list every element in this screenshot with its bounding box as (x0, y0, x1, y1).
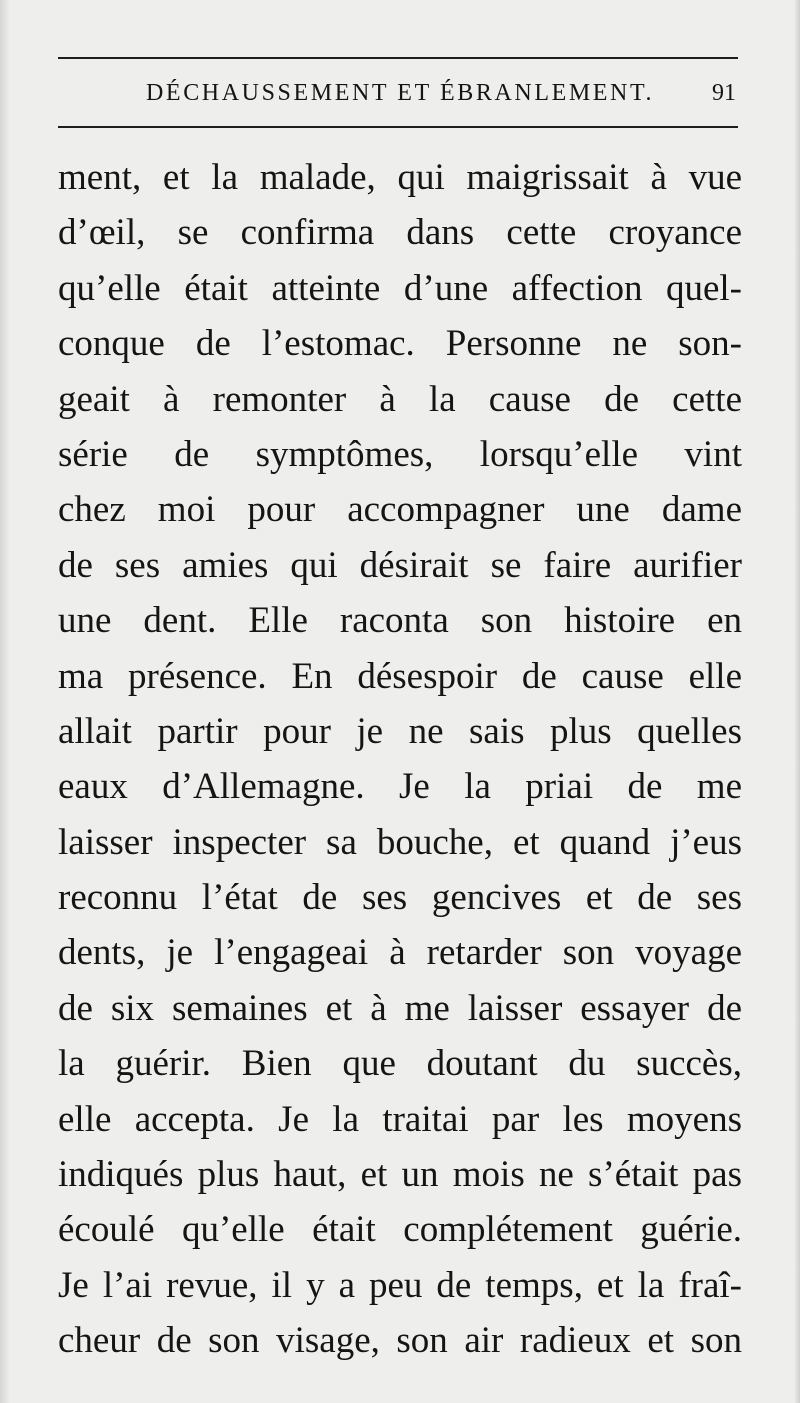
text-line: reconnu l’état de ses gencives et de ses (58, 877, 742, 919)
text-line: une dent. Elle raconta son histoire en (58, 600, 742, 642)
header-rule-bottom (58, 126, 738, 128)
text-line: ment, et la malade, qui maigrissait à vue (58, 157, 742, 198)
text-line: de ses amies qui désirait se faire aurifier (58, 544, 742, 586)
page-edge-shadow-right (794, 0, 800, 1403)
text-line: allait partir pour je ne sais plus quelles (58, 710, 742, 752)
text-line: Je l’ai revue, il y a peu de temps, et la fraî- (58, 1264, 742, 1306)
text-line: la guérir. Bien que doutant du succès, (58, 1043, 742, 1085)
page-edge-shadow-left (0, 0, 10, 1403)
text-line: de six semaines et à me laisser essayer de (58, 987, 742, 1029)
text-line: elle accepta. Je la traitai par les moyens (58, 1098, 742, 1140)
body-text (58, 150, 742, 1369)
text-line: d’œil, se confirma dans cette croyance (58, 212, 742, 254)
text-line: conque de l’estomac. Personne ne son- (58, 323, 742, 365)
text-line: eaux d’Allemagne. Je la priai de me (58, 766, 742, 808)
text-line: ma présence. En désespoir de cause elle (58, 655, 742, 697)
text-line: indiqués plus haut, et un mois ne s’était pas (58, 1154, 742, 1196)
text-line: chez moi pour accompagner une dame (58, 489, 742, 531)
text-line: écoulé qu’elle était complétement guérie. (58, 1209, 742, 1251)
running-title: DÉCHAUSSEMENT ET ÉBRANLEMENT. (146, 80, 655, 106)
page-number: 91 (712, 80, 736, 106)
text-line: série de symptômes, lorsqu’elle vint (58, 433, 742, 475)
text-line: geait à remonter à la cause de cette (58, 378, 742, 420)
running-head (58, 76, 738, 110)
header-rule-top (58, 57, 738, 59)
text-line: qu’elle était atteinte d’une affection quel- (58, 267, 742, 309)
text-line: laisser inspecter sa bouche, et quand j’eus (58, 821, 742, 863)
text-line: cheur de son visage, son air radieux et son (58, 1320, 742, 1362)
text-line: dents, je l’engageai à retarder son voyage (58, 932, 742, 974)
